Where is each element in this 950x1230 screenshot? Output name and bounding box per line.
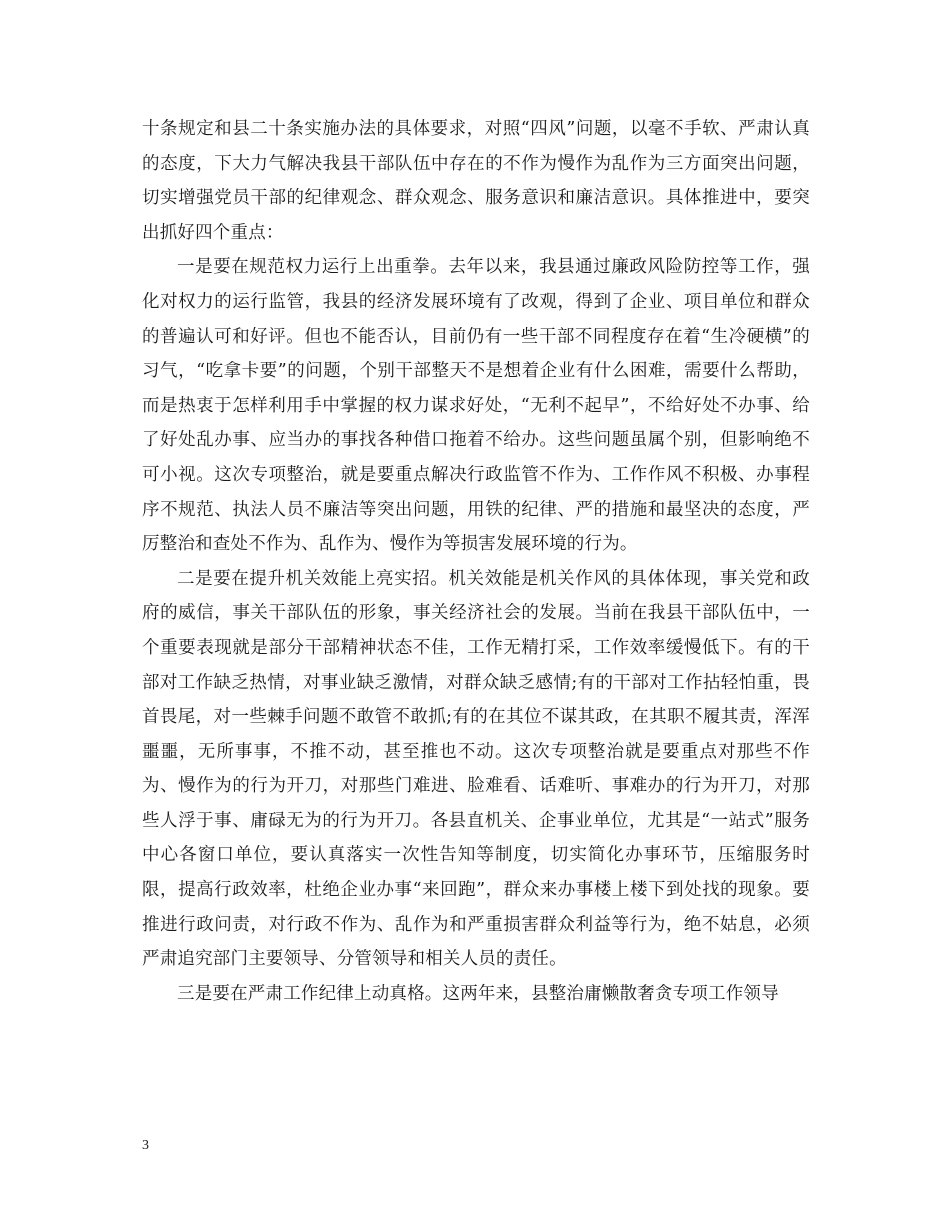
paragraph-intro: 十条规定和县二十条实施办法的具体要求，对照“四风”问题，以毫不手软、严肃认真的态度，下大力气解决我县干部队伍中存在的不作为慢作为乱作为三方面突出问题，切实增强党员干部的纪律观念、群众观念、服务意识和廉洁意识。具体推进中，要突出抓好四个重点： [142,119,810,243]
paragraph-point-three: 三是要在严肃工作纪律上动真格。这两年来，县整治庸懒散奢贪专项工作领导 [177,983,779,1004]
paragraph-point-one: 一是要在规范权力运行上出重拳。去年以来，我县通过廉政风险防控等工作，强化对权力的运行监管，我县的经济发展环境有了改观，得到了企业、项目单位和群众的普遍认可和好评。但也不能否认，目前仍有一些干部不同程度存在着“生冷硬横”的习气，“吃拿卡要”的问题，个别干部整天不是想着企业有什么困难，需要什么帮助，而是热衷于怎样利用手中掌握的权力谋求好处，“无利不起早”，不给好处不办事、给了好处乱办事、应当办的事找各种借口拖着不给办。这些问题虽属个别，但影响绝不可小视。这次专项整治，就是要重点解决行政监管不作为、工作作风不积极、办事程序不规范、执法人员不廉洁等突出问题，用铁的纪律、严的措施和最坚决的态度，严厉整治和查处不作为、乱作为、慢作为等损害发展环境的行为。 [142,257,810,555]
paragraph-point-two: 二是要在提升机关效能上亮实招。机关效能是机关作风的具体体现，事关党和政府的威信，事关干部队伍的形象，事关经济社会的发展。当前在我县干部队伍中，一个重要表现就是部分干部精神状态不佳，工作无精打采，工作效率缓慢低下。有的干部对工作缺乏热情，对事业缺乏激情，对群众缺乏感情;有的干部对工作拈轻怕重，畏首畏尾，对一些棘手问题不敢管不敢抓;有的在其位不谋其政，在其职不履其责，浑浑噩噩，无所事事，不推不动，甚至推也不动。这次专项整治就是要重点对那些不作为、慢作为的行为开刀，对那些门难进、脸难看、话难听、事难办的行为开刀，对那些人浮于事、庸碌无为的行为开刀。各县直机关、企事业单位，尤其是“一站式”服务中心各窗口单位，要认真落实一次性告知等制度，切实简化办事环节，压缩服务时限，提高行政效率，杜绝企业办事“来回跑”，群众来办事楼上楼下到处找的现象。要推进行政问责，对行政不作为、乱作为和严重损害群众利益等行为，绝不姑息，必须严肃追究部门主要领导、分管领导和相关人员的责任。 [142,568,810,970]
document-body [142,112,810,1011]
page-number: 3 [142,1138,149,1153]
